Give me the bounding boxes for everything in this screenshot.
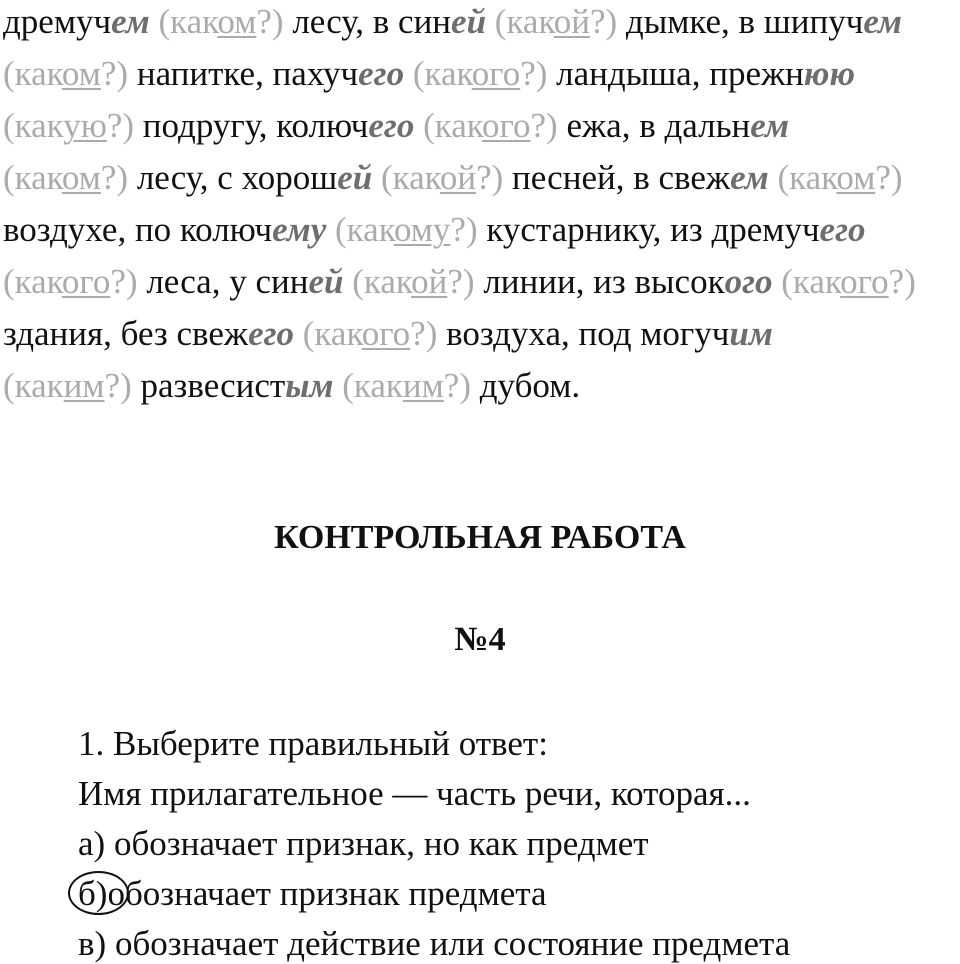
- text-fragment: воздухе, по колюч: [3, 210, 273, 249]
- question-hint: (как: [3, 54, 62, 93]
- option-marker: а): [78, 824, 106, 863]
- answer-option-a: [78, 824, 649, 864]
- answer-option-c: [78, 924, 790, 964]
- question-hint: (как: [781, 262, 841, 301]
- question-ending: им: [63, 366, 105, 405]
- question-hint: ?): [875, 158, 903, 197]
- question-hint: ?): [100, 158, 129, 197]
- question-hint: ?): [888, 262, 916, 301]
- text-fragment: дубом.: [470, 366, 581, 405]
- word-ending: ей: [451, 2, 487, 41]
- text-fragment: подругу, колюч: [134, 106, 369, 145]
- section-title: КОНТРОЛЬНАЯ РАБОТА: [274, 519, 686, 556]
- question-hint: ?): [447, 262, 475, 301]
- question-ending: ого: [482, 106, 531, 145]
- question-hint: ?): [476, 158, 504, 197]
- question-ending: им: [402, 366, 444, 405]
- question-hint: (как: [380, 158, 440, 197]
- question-hint: (как: [412, 54, 472, 93]
- text-fragment: [486, 2, 495, 41]
- question-hint: ?): [110, 262, 138, 301]
- question-hint: (как: [423, 106, 482, 145]
- question-ending: ого: [840, 262, 889, 301]
- question-hint: (как: [494, 2, 554, 41]
- section-number: №4: [454, 621, 506, 658]
- question-hint: (как: [302, 314, 362, 353]
- question-hint: (как: [342, 366, 403, 405]
- question-hint: (как: [777, 158, 837, 197]
- text-fragment: [372, 158, 381, 197]
- question-hint: (как: [3, 158, 62, 197]
- word-ending: ей: [308, 262, 344, 301]
- word-ending: его: [368, 106, 415, 145]
- question-ending: ой: [553, 2, 590, 41]
- option-text: обозначает признак предмета: [107, 874, 547, 913]
- text-fragment: [326, 210, 335, 249]
- text-fragment: лесу, в син: [283, 2, 452, 41]
- question-hint: ?): [450, 210, 478, 249]
- question-hint: ?): [520, 54, 548, 93]
- selection-circle-icon: [68, 871, 129, 915]
- question-hint: (как: [3, 262, 62, 301]
- question-ending: ого: [61, 262, 111, 301]
- text-fragment: [333, 366, 342, 405]
- text-fragment: здания, без свеж: [3, 314, 249, 353]
- question-ending: ого: [361, 314, 411, 353]
- text-fragment: дремуч: [3, 2, 112, 41]
- text-fragment: развесист: [131, 366, 286, 405]
- question-hint: (как: [3, 366, 64, 405]
- text-fragment: леса, у син: [137, 262, 309, 301]
- question-ending: ом: [836, 158, 876, 197]
- question-ending: ом: [61, 158, 101, 197]
- question-ending: ую: [63, 106, 107, 145]
- text-fragment: лесу, с хорош: [128, 158, 338, 197]
- word-ending: его: [358, 54, 405, 93]
- text-fragment: ежа, в дальн: [557, 106, 751, 145]
- question-hint: ?): [410, 314, 438, 353]
- option-marker-circled: б): [78, 874, 107, 914]
- question-ending: ого: [471, 54, 521, 93]
- question-hint: (как: [158, 2, 218, 41]
- question-hint: ?): [530, 106, 558, 145]
- question-hint: (как: [335, 210, 394, 249]
- question-ending: ому: [393, 210, 451, 249]
- question-hint: ?): [256, 2, 284, 41]
- answer-option-b: [78, 874, 547, 914]
- word-ending: ем: [750, 106, 789, 145]
- text-fragment: дымке, в шипуч: [617, 2, 864, 41]
- paragraph-line: [3, 262, 916, 302]
- text-fragment: [294, 314, 303, 353]
- text-fragment: песней, в свеж: [503, 158, 731, 197]
- word-ending: ым: [285, 366, 334, 405]
- option-text: обозначает действие или состояние предмета: [106, 924, 791, 963]
- text-fragment: воздуха, под могуч: [437, 314, 730, 353]
- question-hint: ?): [589, 2, 618, 41]
- question-hint: ?): [100, 54, 129, 93]
- question-hint: ?): [443, 366, 471, 405]
- word-ending: им: [729, 314, 773, 353]
- paragraph-line: [3, 2, 902, 42]
- text-fragment: линии, из высок: [474, 262, 725, 301]
- paragraph-line: [3, 210, 866, 250]
- text-fragment: [414, 106, 423, 145]
- question-hint: (как: [3, 106, 64, 145]
- option-text: обозначает признак, но как предмет: [105, 824, 649, 863]
- paragraph-line: [3, 366, 580, 406]
- text-fragment: [404, 54, 413, 93]
- task-prompt: 1. Выберите правильный ответ:: [78, 724, 548, 763]
- question-hint: ?): [104, 366, 132, 405]
- question-ending: ой: [439, 158, 477, 197]
- word-ending: ем: [730, 158, 769, 197]
- paragraph-line: [3, 106, 789, 146]
- question-ending: ой: [411, 262, 448, 301]
- text-fragment: [343, 262, 352, 301]
- question-hint: ?): [106, 106, 135, 145]
- question-ending: ом: [61, 54, 101, 93]
- word-ending: его: [819, 210, 866, 249]
- word-ending: его: [248, 314, 295, 353]
- word-ending: ем: [863, 2, 902, 41]
- option-marker: в): [78, 924, 107, 963]
- text-fragment: кустарнику, из дремуч: [477, 210, 820, 249]
- word-ending: ем: [111, 2, 150, 41]
- word-ending: ого: [724, 262, 773, 301]
- word-ending: ей: [337, 158, 373, 197]
- question-hint: (как: [352, 262, 412, 301]
- question-ending: ом: [217, 2, 257, 41]
- word-ending: ему: [272, 210, 327, 249]
- text-fragment: [773, 262, 782, 301]
- task-stem: Имя прилагательное — часть речи, которая...: [78, 774, 751, 813]
- text-fragment: ландыша, прежн: [547, 54, 804, 93]
- paragraph-line: [3, 158, 903, 198]
- word-ending: юю: [803, 54, 855, 93]
- text-fragment: напитке, пахуч: [128, 54, 359, 93]
- paragraph-line: [3, 54, 855, 94]
- paragraph-line: [3, 314, 773, 354]
